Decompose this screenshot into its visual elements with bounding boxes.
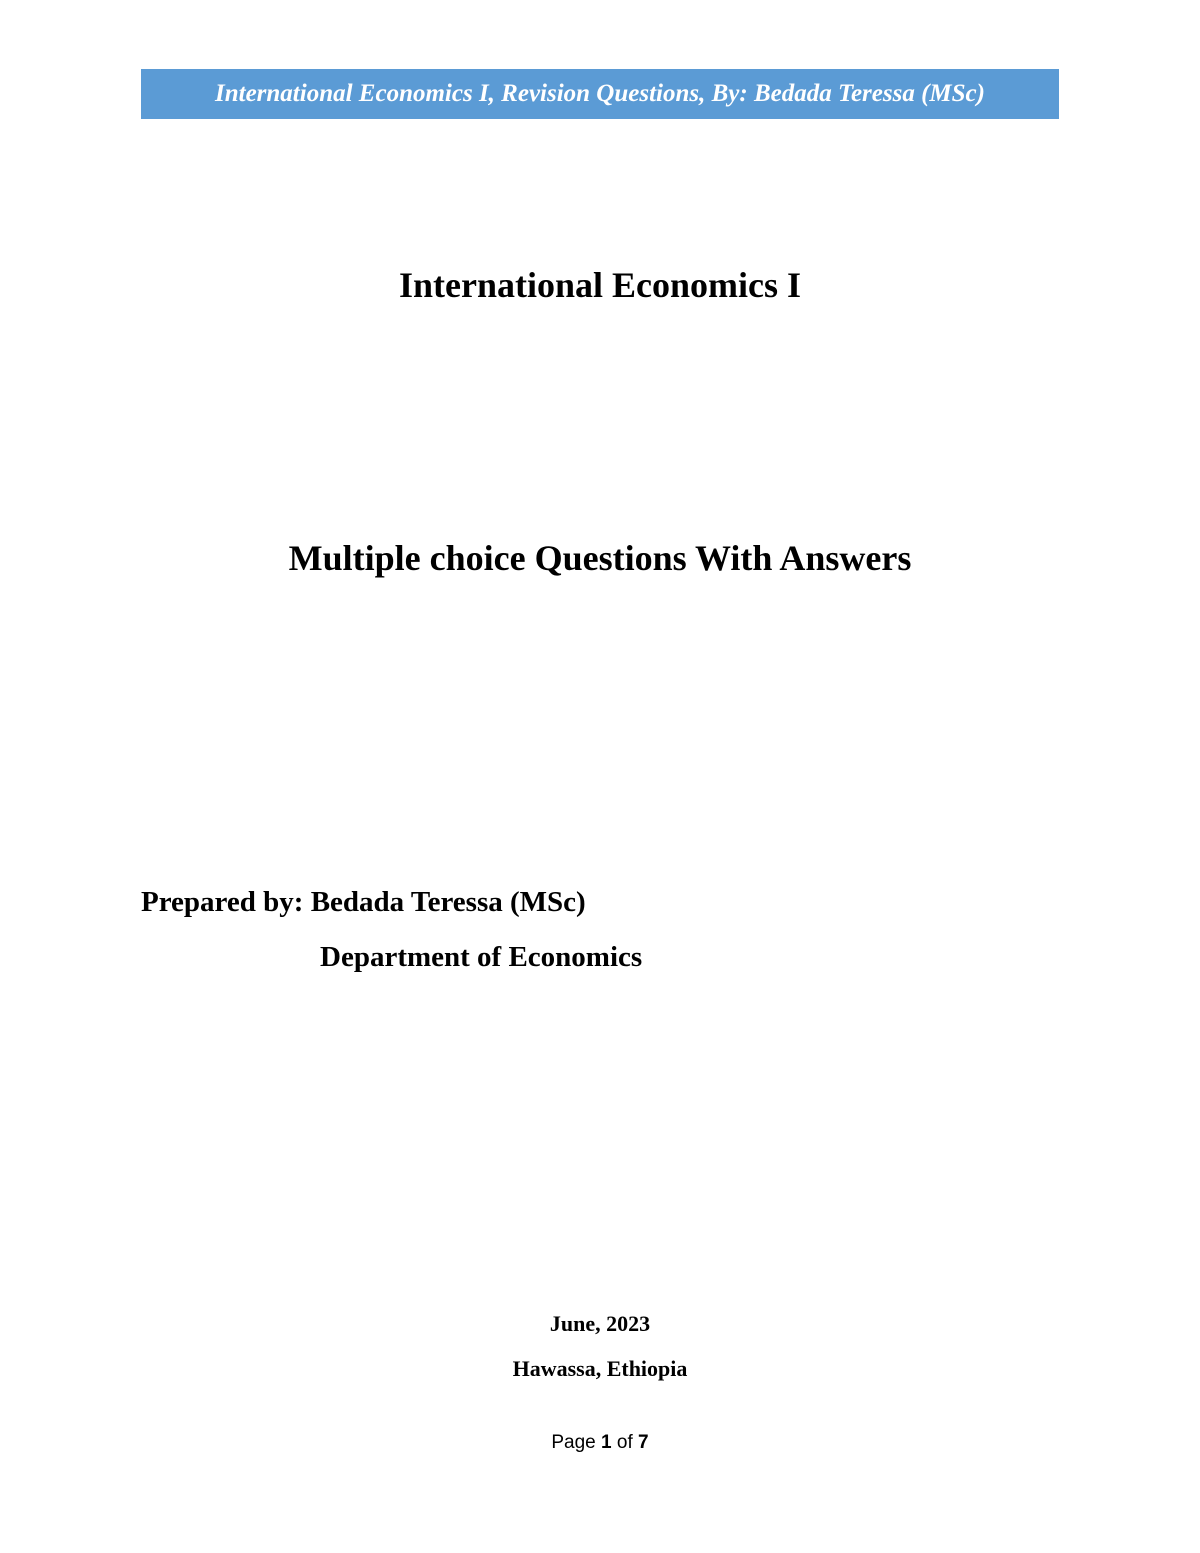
department-name: Department of Economics [320, 941, 643, 973]
running-header-title: International Economics I, Revision Questions, By: Bedada Teressa (MSc) [215, 80, 985, 107]
course-title: International Economics I [398, 265, 801, 305]
prepared-by-label: Prepared by: [141, 886, 304, 918]
document-subtitle: Multiple choice Questions With Answers [288, 538, 912, 578]
total-pages-number: 7 [638, 1432, 649, 1453]
header-banner [141, 69, 1059, 119]
prepared-by-line [141, 888, 586, 917]
of-label: of [616, 1432, 633, 1453]
page-label: Page [551, 1432, 596, 1453]
author-name: Bedada Teressa (MSc) [310, 886, 586, 918]
publication-date: June, 2023 [549, 1311, 651, 1336]
page-number-footer [0, 1433, 1200, 1452]
publication-location: Hawassa, Ethiopia [512, 1356, 688, 1381]
current-page-number: 1 [601, 1432, 612, 1453]
